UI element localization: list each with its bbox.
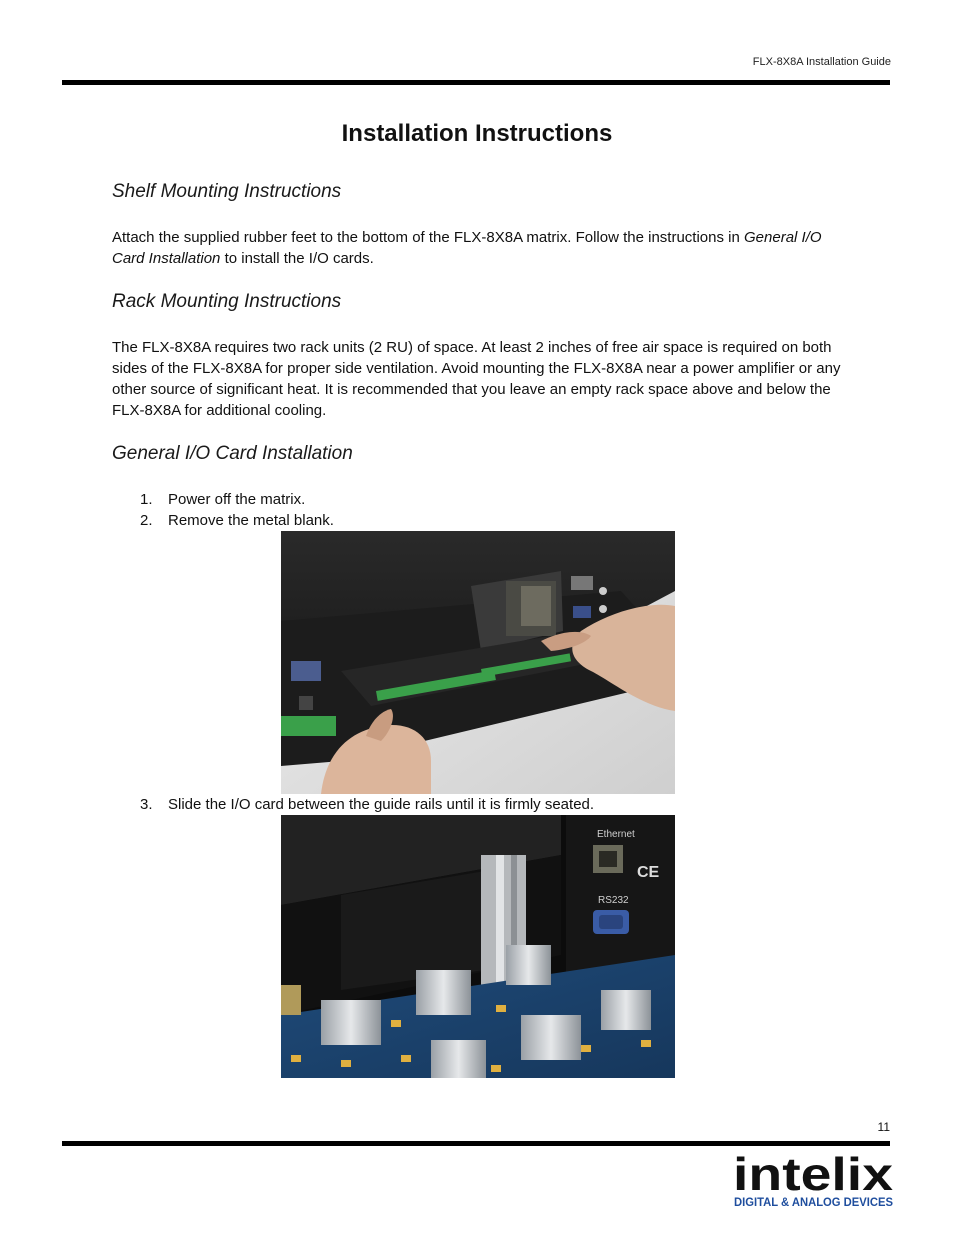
photo-remove-metal-blank-illustration: [281, 531, 675, 794]
ethernet-label: Ethernet: [597, 829, 635, 840]
svg-text:DIGITAL & ANALOG DEVICES: DIGITAL & ANALOG DEVICES: [734, 1195, 893, 1209]
svg-text:intelix: intelix: [733, 1150, 894, 1200]
rs232-label: RS232: [598, 895, 629, 906]
rack-heading: Rack Mounting Instructions: [112, 291, 342, 312]
io-card-heading: General I/O Card Installation: [112, 443, 353, 464]
photo-slide-io-card-illustration: [281, 815, 675, 1078]
page-title: Installation Instructions: [341, 120, 613, 147]
photo-remove-metal-blank: [281, 531, 675, 794]
ce-mark: CE: [637, 864, 660, 881]
header-rule: [62, 80, 890, 85]
rack-paragraph: The FLX-8X8A requires two rack units (2 RU) of space. At least 2 inches of free air space is required on both sides of the FLX-8X8A for proper side ventilation. Avoid mounting the FLX-8X8A near a power amplifier or any other source of significant heat. It is recommended that you leave an empty rack space above and below the FLX-8X8A for additional cooling.: [112, 339, 841, 419]
intelix-logo-mark: [733, 1150, 895, 1210]
list-item: 3. Slide the I/O card between the guide rails until it is firmly seated.: [140, 796, 595, 813]
intelix-logo: [733, 1150, 895, 1210]
shelf-paragraph: Attach the supplied rubber feet to the bottom of the FLX-8X8A matrix. Follow the instructions in General I/O Card Installation to install the I/O cards.: [112, 229, 822, 267]
shelf-heading: Shelf Mounting Instructions: [112, 181, 342, 202]
list-item: 1. Power off the matrix.: [140, 491, 306, 508]
footer-rule: [62, 1141, 890, 1146]
page-number: 11: [877, 1120, 890, 1134]
header-guide-title: FLX-8X8A Installation Guide: [752, 56, 891, 68]
photo-slide-io-card: [281, 815, 675, 1078]
list-item: 2. Remove the metal blank.: [140, 512, 334, 529]
